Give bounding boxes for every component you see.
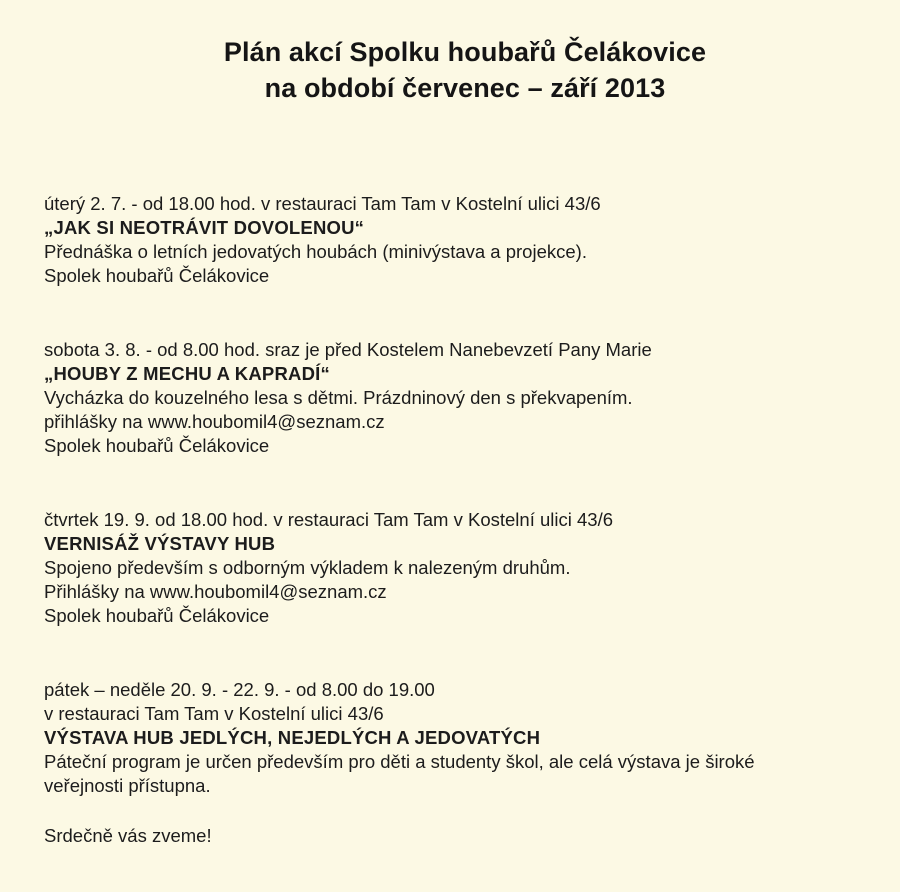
event-block-4 <box>44 678 864 798</box>
event-organizer: Spolek houbařů Čelákovice <box>44 435 270 456</box>
event-block-1 <box>44 192 864 288</box>
event-description: Vycházka do kouzelného lesa s dětmi. Prázdninový den s překvapením. <box>44 387 633 408</box>
page-title <box>0 34 900 106</box>
event-description: Přednáška o letních jedovatých houbách (minivýstava a projekce). <box>44 241 587 262</box>
event-title: VERNISÁŽ VÝSTAVY HUB <box>44 533 276 554</box>
event-block-3 <box>44 508 864 628</box>
event-title: „HOUBY Z MECHU A KAPRADÍ“ <box>44 363 330 384</box>
event-date-time: čtvrtek 19. 9. od 18.00 hod. v restauraci Tam Tam v Kostelní ulici 43/6 <box>44 509 614 530</box>
event-description-line-1: Páteční program je určen především pro děti a studenty škol, ale celá výstava je široké <box>44 751 755 772</box>
event-title: „JAK SI NEOTRÁVIT DOVOLENOU“ <box>44 217 365 238</box>
event-description: Spojeno především s odborným výkladem k nalezeným druhům. <box>44 557 571 578</box>
event-organizer: Spolek houbařů Čelákovice <box>44 265 270 286</box>
event-registration: přihlášky na www.houbomil4@seznam.cz <box>44 411 385 432</box>
title-line-2: na období červenec – září 2013 <box>264 73 666 103</box>
event-registration: Přihlášky na www.houbomil4@seznam.cz <box>44 581 387 602</box>
event-title: VÝSTAVA HUB JEDLÝCH, NEJEDLÝCH A JEDOVATÝCH <box>44 727 541 748</box>
event-date-time: pátek – neděle 20. 9. - 22. 9. - od 8.00 do 19.00 <box>44 679 435 700</box>
closing-invitation: Srdečně vás zveme! <box>44 825 212 846</box>
event-date-time: úterý 2. 7. - od 18.00 hod. v restauraci Tam Tam v Kostelní ulici 43/6 <box>44 193 601 214</box>
event-organizer: Spolek houbařů Čelákovice <box>44 605 270 626</box>
event-block-2 <box>44 338 864 458</box>
event-date-time: sobota 3. 8. - od 8.00 hod. sraz je před Kostelem Nanebevzetí Pany Marie <box>44 339 652 360</box>
event-description-line-2: veřejnosti přístupna. <box>44 775 211 796</box>
title-line-1: Plán akcí Spolku houbařů Čelákovice <box>223 37 707 67</box>
event-location: v restauraci Tam Tam v Kostelní ulici 43/6 <box>44 703 384 724</box>
